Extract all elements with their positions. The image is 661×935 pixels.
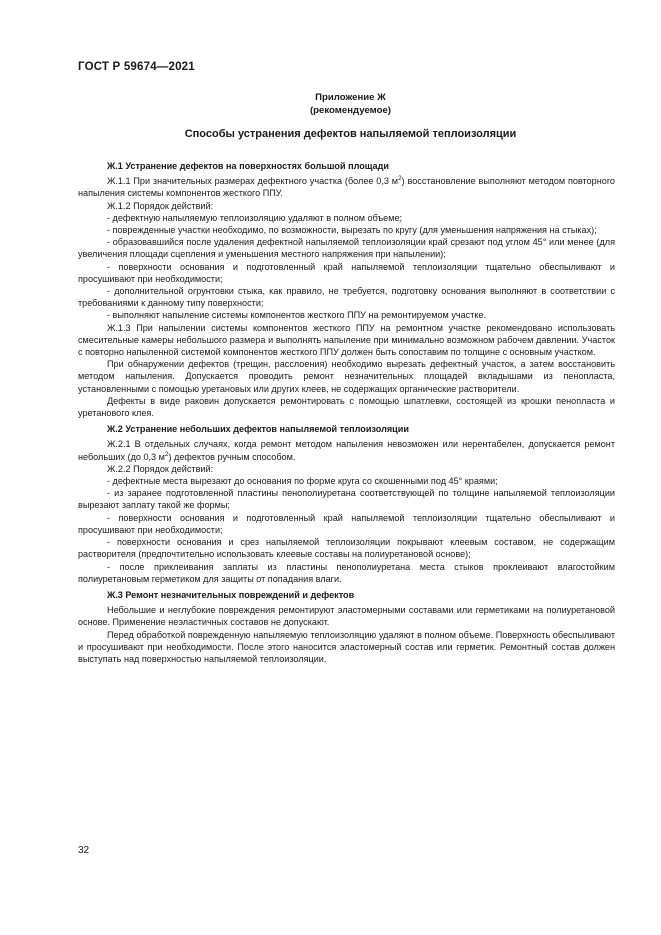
list-item: - дефектные места вырезают до основания по форме круга со скошенными под 45° краями; — [107, 476, 498, 487]
paragraph: При обнаружении дефектов (трещин, расслоения) необходимо вырезать дефектный участок, а затем восстановить методом напыления. Допускается проводить ремонт незначительных площадей вкладышами из пенопласта, установленными с помощью уретановых или других клеев, не содержащих органические растворители. — [78, 359, 615, 394]
list-item: - образовавшийся после удаления дефектной напыляемой теплоизоляции край срезают под углом 45° или менее (для увеличения площади сцепления и уменьшения местного напряжения при напылении); — [78, 237, 615, 260]
list-item: - дополнительной огрунтовки стыка, как правило, не требуется, подготовку основания выполняют в соответствии с требованиями к данному типу поверхности; — [78, 286, 615, 309]
list-item: - после приклеивания заплаты из пластины пенополиуретана места стыков проклеивают влагостойким полиуретановым герметиком для защиты от попадания влаги. — [78, 561, 615, 584]
paragraph: Дефекты в виде раковин допускается ремонтировать с помощью шпатлевки, состоящей из крошки пенопласта и уретанового клея. — [78, 395, 615, 419]
section-heading: Ж.3 Ремонт незначительных повреждений и дефектов — [107, 589, 355, 600]
document-body — [78, 160, 615, 665]
paragraph: Ж.2.2 Порядок действий: — [107, 463, 214, 474]
superscript: 2 — [398, 175, 402, 183]
document-title: Способы устранения дефектов напыляемой теплоизоляции — [184, 128, 517, 140]
superscript: 2 — [164, 450, 169, 458]
standard-header: ГОСТ Р 59674—2021 — [78, 61, 195, 73]
annex-heading — [0, 91, 661, 117]
page-number: 32 — [78, 845, 90, 856]
annex-title: Приложение Ж — [315, 92, 386, 103]
list-item: - выполняют напыление системы компонентов жесткого ППУ на ремонтируемом участке. — [107, 310, 487, 321]
list-item: - поверхности основания и подготовленный край напыляемой теплоизоляции тщательно обеспыливают и просушивают при необходимости; — [78, 261, 615, 284]
paragraph — [78, 175, 615, 199]
list-item: - поверхности основания и подготовленный край напыляемой теплоизоляции тщательно обеспыливают и просушивают при необходимости; — [78, 512, 615, 535]
list-item: - поверхности основания и срез напыляемой теплоизоляции покрывают клеевым составом, не содержащим растворителя (предпочтительно использовать клеевые составы на полиуретановой основе); — [78, 537, 615, 560]
annex-status: (рекомендуемое) — [309, 105, 391, 116]
list-item: - дефектную напыляемую теплоизоляцию удаляют в полном объеме; — [107, 212, 403, 223]
paragraph: Перед обработкой поврежденную напыляемую теплоизоляцию удаляют в полном объеме. Поверхность обеспыливают и просушивают при необходимости. После этого наносится эластомерный состав или герметик. Ремонтный состав должен выступать над поверхностью напыляемой теплоизоляции. — [78, 629, 615, 664]
section-heading: Ж.1 Устранение дефектов на поверхностях большой площади — [107, 161, 389, 171]
text-span: ) дефектов ручным способом. — [168, 451, 296, 462]
list-item: - из заранее подготовленной пластины пенополиуретана соответствующей по толщине напыляемой теплоизоляции вырезают заплату такой же формы; — [78, 488, 615, 511]
text-span: Ж.2.1 В отдельных случаях, когда ремонт методом напыления невозможен или нерентабелен, допускается ремонт небольших (до 0,3 м — [78, 439, 615, 462]
text-span: ) восстановление выполняют методом повторного напыления системы компонентов жесткого ППУ. — [78, 176, 615, 199]
text-span: Ж.1.1 При значительных размерах дефектного участка (более 0,3 м — [107, 176, 398, 187]
paragraph: Небольшие и неглубокие повреждения ремонтируют эластомерными составами или герметиками на полиуретановой основе. Применение неэластичных составов не допускают. — [78, 605, 615, 628]
paragraph: Ж.1.2 Порядок действий: — [107, 200, 214, 211]
paragraph: Ж.1.3 При напылении системы компонентов жесткого ППУ на ремонтном участке рекомендовано использовать смесительные камеры небольшого размера и выполнять напыление при минимально возможном рабочем давлении. Участок с повторно напыленной системой компонентов жесткого ППУ должен быть сопоставим по толщине с основным участком. — [78, 322, 615, 358]
paragraph — [78, 438, 615, 462]
list-item: - поврежденные участки необходимо, по возможности, вырезать по кругу (для уменьшения напряжения на стыках); — [107, 225, 597, 236]
section-heading: Ж.2 Устранение небольших дефектов напыляемой теплоизоляции — [107, 424, 409, 435]
